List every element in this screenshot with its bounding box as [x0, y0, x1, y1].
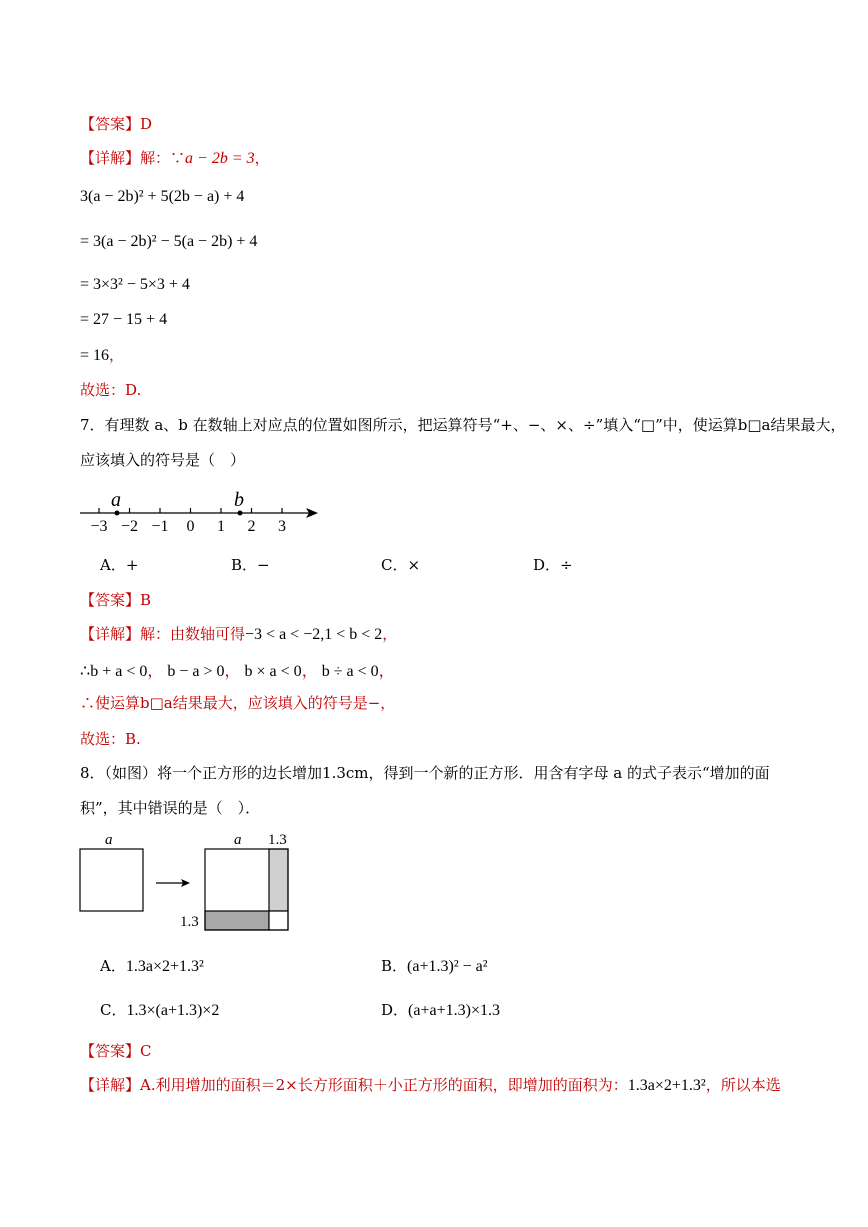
q6-answer-value: D	[140, 115, 153, 133]
number-line-tick-label: 1	[217, 518, 225, 535]
number-line-tick-label: 3	[278, 518, 286, 535]
q8-detail: 【详解】A.利用增加的面积＝2×长方形面积＋小正方形的面积，即增加的面积为：1.3a×2+1.3²，所以本选	[80, 1076, 781, 1094]
q7-conclusion: ∴使运算b□a结果最大，应该填入的符号是−，	[80, 694, 396, 712]
q7-choice: 故选：B.	[80, 730, 141, 748]
q8-figure	[76, 828, 300, 936]
q7-answer: 【答案】B	[80, 591, 152, 609]
q6-step-5: = 16，	[80, 346, 125, 364]
number-line-tick-label: −2	[120, 518, 139, 535]
right-strip	[269, 849, 288, 911]
figure-label-a-left: a	[105, 832, 113, 848]
corner-square	[269, 911, 288, 930]
point-b-dot	[238, 511, 243, 516]
q8-answer: 【答案】C	[80, 1042, 152, 1060]
q8-option-d: D．(a+a+1.3)×1.3	[381, 1001, 500, 1019]
point-a-label: a	[111, 489, 121, 511]
figure-label-a-right: a	[234, 832, 242, 848]
q6-choice: 故选：D.	[80, 381, 142, 399]
q8-answer-value: C	[140, 1042, 152, 1060]
figure-label-1.3-top: 1.3	[268, 832, 287, 848]
q7-option-b: B．−	[231, 556, 270, 574]
q8-option-c: C．1.3×(a+1.3)×2	[100, 1001, 220, 1019]
q6-step-3: = 3×3² − 5×3 + 4	[80, 276, 190, 293]
number-line-tick-label: −3	[90, 518, 108, 535]
q8-option-b: B．(a+1.3)² − a²	[381, 957, 488, 975]
figure-label-1.3-left: 1.3	[180, 914, 199, 930]
bottom-strip	[205, 911, 269, 930]
q7-answer-value: B	[140, 591, 152, 609]
q8-stem-line2: 积”，其中错误的是（ ）．	[80, 799, 261, 817]
q6-step-4: = 27 − 15 + 4	[80, 311, 168, 328]
q7-detail: 【详解】解：由数轴可得−3 < a < −2,1 < b < 2，	[80, 625, 398, 643]
original-square	[80, 849, 143, 911]
point-a-dot	[115, 511, 120, 516]
number-line-tick-label: 0	[186, 518, 195, 535]
q6-step-2: = 3(a − 2b)² − 5(a − 2b) + 4	[80, 233, 258, 250]
q7-option-d: D．÷	[533, 556, 573, 574]
q6-detail: 【详解】解：∵a − 2b = 3，	[80, 149, 270, 167]
number-line-tick-label: 2	[247, 518, 256, 535]
number-line-ticks	[90, 508, 286, 535]
q7-stem-line2: 应该填入的符号是（ ）	[80, 451, 246, 469]
q7-stem-line1: 7．有理数 a、b 在数轴上对应点的位置如图所示，把运算符号“+、−、×、÷”填入“□”中，使运算b□a结果最大，	[80, 416, 846, 434]
point-b-label: b	[234, 489, 244, 511]
q7-option-a: A．+	[100, 556, 139, 574]
q6-step-1: 3(a − 2b)² + 5(2b − a) + 4	[80, 188, 245, 205]
q8-stem-line1: 8．（如图）将一个正方形的边长增加1.3cm，得到一个新的正方形．用含有字母 a 的式子表示“增加的面	[80, 764, 770, 782]
q7-inequalities: ∴b + a < 0， b − a > 0， b × a < 0， b ÷ a < 0，	[80, 663, 395, 680]
q6-given: a − 2b = 3	[185, 150, 255, 167]
q7-number-line	[76, 486, 326, 536]
q8-option-a: A．1.3a×2+1.3²	[100, 957, 204, 975]
q7-option-c: C．×	[381, 556, 421, 574]
q6-answer: 【答案】D	[80, 115, 153, 133]
number-line-tick-label: −1	[151, 518, 169, 535]
